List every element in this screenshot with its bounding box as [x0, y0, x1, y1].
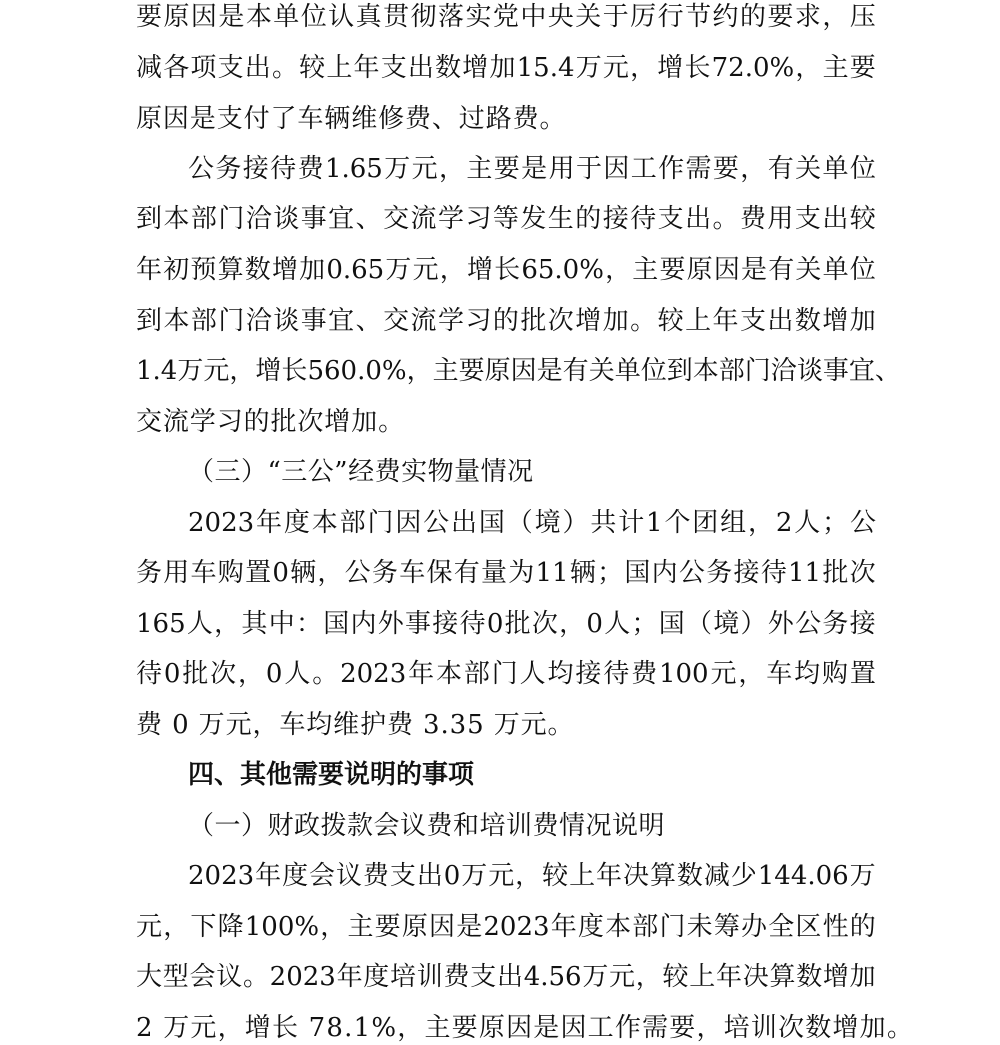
paragraph-line: 到 本 部 门 洽 谈 事 宜 、 交 流 学 习 的 批 次 增 加 。 较 上 年 支 出 数 增 加	[136, 306, 876, 336]
paragraph-line: 要 原 因 是 本 单 位 认 真 贯 彻 落 实 党 中 央 关 于 厉 行 节 约 的 要 求 ， 压	[136, 2, 876, 32]
paragraph-line: 2 万元，增长 78.1%，主要原因是因工作需要，培训次数增加。	[136, 1013, 915, 1043]
paragraph-line: 费 0 万元，车均维护费 3.35 万元。	[136, 710, 575, 740]
paragraph-line: 原因是支付了车辆维修费、过路费。	[136, 104, 567, 134]
paragraph-line: 2023 年 度 本 部 门 因 公 出 国 （ 境 ） 共 计 1 个 团 组 ， 2 人 ； 公	[188, 508, 876, 538]
paragraph-line: 减 各 项 支 出 。 较 上 年 支 出 数 增 加 15.4 万 元 ， 增 长 72.0% ， 主 要	[136, 53, 876, 83]
paragraph-line: 大 型 会 议 。 2023 年 度 培 训 费 支 出 4.56 万 元 ， 较 上 年 决 算 数 增 加	[136, 962, 876, 992]
paragraph-line: 到 本 部 门 洽 谈 事 宜 、 交 流 学 习 等 发 生 的 接 待 支 出 。 费 用 支 出 较	[136, 204, 876, 234]
paragraph-line: 待 0 批 次 ， 0 人 。 2023 年 本 部 门 人 均 接 待 费 100 元 ， 车 均 购 置	[136, 659, 876, 689]
paragraph-line: 元 ， 下 降 100% ， 主 要 原 因 是 2023 年 度 本 部 门 未 筹 办 全 区 性 的	[136, 912, 876, 942]
paragraph-line: 交流学习的批次增加。	[136, 407, 406, 437]
major-heading: 四、其他需要说明的事项	[188, 760, 475, 790]
section-heading: （一）财政拨款会议费和培训费情况说明	[188, 811, 666, 841]
paragraph-line: 公 务 接 待 费 1.65 万 元 ， 主 要 是 用 于 因 工 作 需 要 ， 有 关 单 位	[188, 154, 876, 184]
paragraph-line: 165 人 ， 其 中 ： 国 内 外 事 接 待 0 批 次 ， 0 人 ； 国 （ 境 ） 外 公 务 接	[136, 609, 876, 639]
paragraph-line: 2023 年 度 会 议 费 支 出 0 万 元 ， 较 上 年 决 算 数 减 少 144.06 万	[188, 861, 876, 891]
paragraph-line: 1.4 万 元 ， 增 长 560.0% ， 主 要 原 因 是 有 关 单 位 到 本 部 门 洽 谈 事 宜 、	[136, 356, 901, 386]
paragraph-line: 年 初 预 算 数 增 加 0.65 万 元 ， 增 长 65.0% ， 主 要 原 因 是 有 关 单 位	[136, 255, 876, 285]
section-heading: （三）“三公”经费实物量情况	[188, 457, 534, 487]
paragraph-line: 务 用 车 购 置 0 辆 ， 公 务 车 保 有 量 为 11 辆 ； 国 内 公 务 接 待 11 批 次	[136, 558, 876, 588]
